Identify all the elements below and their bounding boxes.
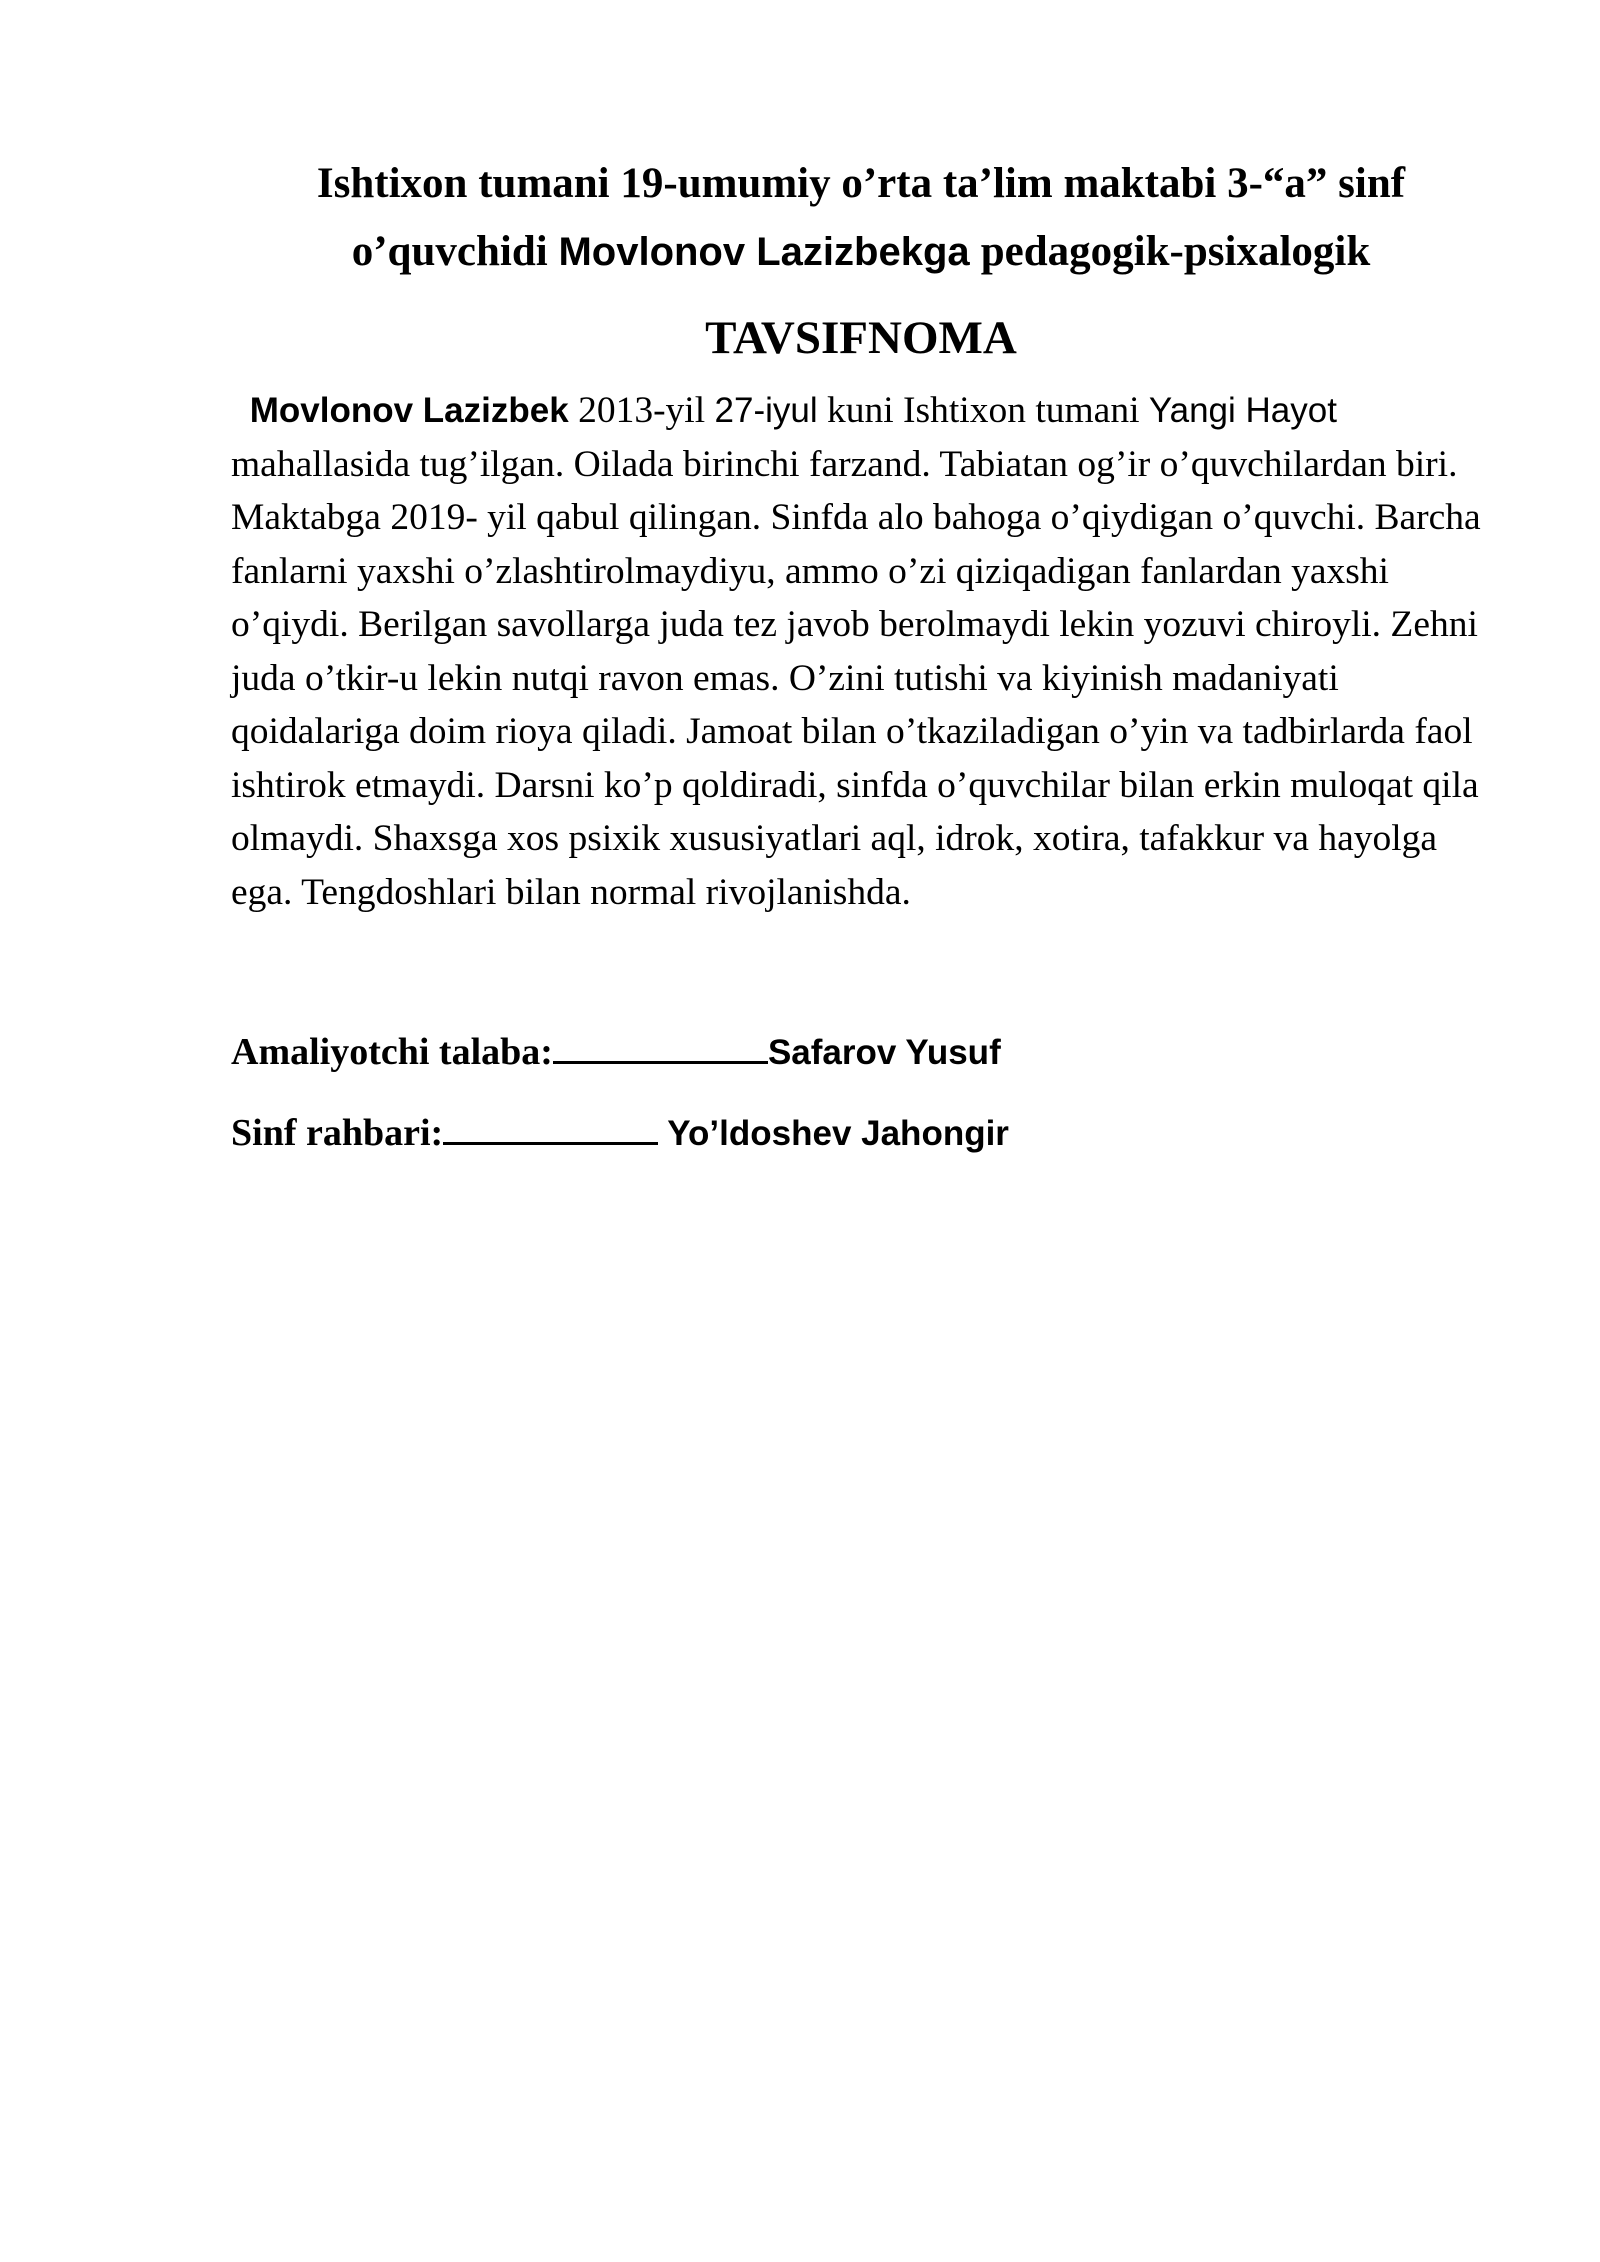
title-student-name: Movlonov Lazizbekga <box>558 230 981 274</box>
body-neighborhood: Yangi Hayot <box>1148 391 1337 430</box>
title-line-1: Ishtixon tumani 19-umumiy o’rta ta’lim maktabi 3-“a” sinf <box>316 160 1406 207</box>
body-text-1: 2013-yil <box>568 390 715 431</box>
signature-line-teacher <box>231 1104 1491 1159</box>
title-line-2-start: o’quvchidi <box>351 228 559 275</box>
signature-blank <box>553 1023 768 1064</box>
signature-label: Sinf rahbari: <box>231 1112 444 1154</box>
document-heading: TAVSIFNOMA <box>705 312 1017 364</box>
signature-name: Yo’ldoshev Jahongir <box>658 1114 1009 1153</box>
body-text-3: mahallasida tug’ilgan. Oilada birinchi farzand. Tabiatan og’ir o’quvchilardan biri. Maktabga 2019- yil qabul qilingan. Sinfda alo bahoga o’qiydigan o’quvchi. Barcha fanlarni yaxshi o’zlashtirolmaydiyu, ammo o’zi qiziqadigan fanlardan yaxshi o’qiydi. Berilgan savollarga juda tez javob berolmaydi lekin yozuvi chiroyli. Zehni juda o’tkir-u lekin nutqi ravon emas. O’zini tutishi va kiyinish madaniyati qoidalariga doim rioya qiladi. Jamoat bilan o’tkaziladigan o’yin va tadbirlarda faol ishtirok etmaydi. Darsni ko’p qoldiradi, sinfda o’quvchilar bilan erkin muloqat qila olmaydi. Shaxsga xos psixik xususiyatlari aql, idrok, xotira, tafakkur va hayolga ega. Tengdoshlari bilan normal rivojlanishda. <box>231 443 1481 913</box>
signature-line-student <box>231 1023 1491 1078</box>
body-birth-date: 27-iyul <box>714 391 818 430</box>
document-content <box>231 150 1491 1185</box>
title-line-2-end: pedagogik-psixalogik <box>980 228 1371 275</box>
signature-label: Amaliyotchi talaba: <box>231 1031 553 1073</box>
body-student-name: Movlonov Lazizbek <box>249 391 569 430</box>
signature-name: Safarov Yusuf <box>767 1033 1001 1072</box>
document-body <box>231 384 1491 919</box>
signature-blank <box>443 1104 658 1145</box>
document-title <box>231 150 1491 286</box>
signature-block <box>231 1023 1491 1159</box>
body-text-2: kuni Ishtixon tumani <box>817 390 1149 431</box>
